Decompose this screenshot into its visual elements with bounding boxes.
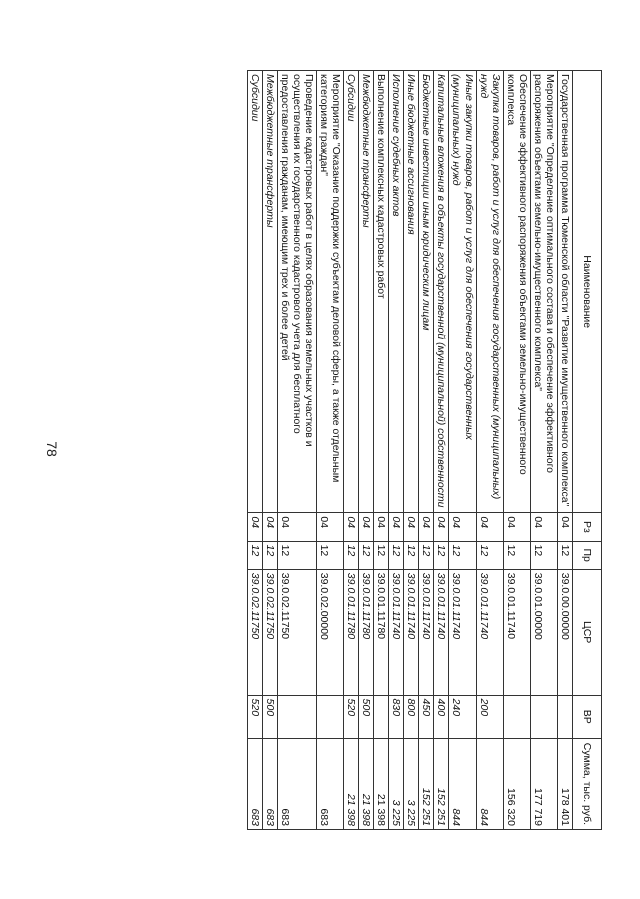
row-name-cell: Межбюджетные трансферты — [262, 71, 277, 513]
table-row — [316, 71, 343, 830]
row-sum-cell: 3 225 — [389, 738, 404, 829]
row-sum-cell: 844 — [449, 738, 476, 829]
row-name-cell: Субсидии — [344, 71, 359, 513]
row-vr-cell — [503, 695, 530, 738]
row-sum-cell: 683 — [247, 738, 262, 829]
row-csr-cell: 39.0.02.00000 — [316, 569, 343, 695]
row-name-cell: Обеспечение эффективного распоряжения объектами земельно-имущественного комплекса — [503, 71, 530, 513]
row-sum-cell: 21 398 — [344, 738, 359, 829]
row-vr-cell: 450 — [419, 695, 434, 738]
row-vr-cell: 200 — [476, 695, 503, 738]
header-name: Наименование — [573, 71, 602, 513]
row-pr-cell: 12 — [389, 541, 404, 569]
row-name-cell: Мероприятие "Оказание поддержки субъектам деловой сферы, а также отдельным категориям граждан" — [316, 71, 343, 513]
row-vr-cell — [374, 695, 389, 738]
row-vr-cell: 500 — [262, 695, 277, 738]
row-sum-cell: 683 — [262, 738, 277, 829]
table-row — [503, 71, 530, 830]
row-csr-cell: 39.0.01.00000 — [530, 569, 557, 695]
row-rz-cell: 04 — [476, 513, 503, 541]
row-pr-cell: 12 — [449, 541, 476, 569]
row-sum-cell: 844 — [476, 738, 503, 829]
row-rz-cell: 04 — [389, 513, 404, 541]
table-row — [389, 71, 404, 830]
row-csr-cell: 39.0.02.11750 — [277, 569, 316, 695]
row-rz-cell: 04 — [404, 513, 419, 541]
row-rz-cell: 04 — [316, 513, 343, 541]
row-name-cell: Капитальные вложения в объекты государственной (муниципальной) собственности — [434, 71, 449, 513]
row-sum-cell: 21 398 — [374, 738, 389, 829]
row-vr-cell — [277, 695, 316, 738]
row-vr-cell — [557, 695, 572, 738]
row-pr-cell: 12 — [434, 541, 449, 569]
row-vr-cell: 520 — [344, 695, 359, 738]
row-sum-cell: 683 — [277, 738, 316, 829]
header-rz: Рз — [573, 513, 602, 541]
row-rz-cell: 04 — [530, 513, 557, 541]
row-vr-cell — [530, 695, 557, 738]
row-pr-cell: 12 — [277, 541, 316, 569]
row-csr-cell: 39.0.00.00000 — [557, 569, 572, 695]
row-name-cell: Государственная программа Тюменской области "Развитие имущественного комплекса" — [557, 71, 572, 513]
row-rz-cell: 04 — [503, 513, 530, 541]
row-csr-cell: 39.0.01.11740 — [503, 569, 530, 695]
row-pr-cell: 12 — [262, 541, 277, 569]
row-name-cell: Мероприятие "Определение оптимального состава и обеспечение эффективного распоряжения объектами земельно-имущественного комплекса" — [530, 71, 557, 513]
row-pr-cell: 12 — [557, 541, 572, 569]
row-sum-cell: 178 401 — [557, 738, 572, 829]
header-csr: ЦСР — [573, 569, 602, 695]
row-vr-cell: 520 — [247, 695, 262, 738]
row-rz-cell: 04 — [374, 513, 389, 541]
table-row — [359, 71, 374, 830]
row-sum-cell: 152 251 — [419, 738, 434, 829]
row-csr-cell: 39.0.01.11780 — [344, 569, 359, 695]
table-body — [247, 71, 572, 830]
row-name-cell: Иные закупки товаров, работ и услуг для обеспечения государственных (муниципальных) нужд — [449, 71, 476, 513]
table-row — [557, 71, 572, 830]
row-rz-cell: 04 — [557, 513, 572, 541]
table-row — [449, 71, 476, 830]
row-pr-cell: 12 — [374, 541, 389, 569]
row-name-cell: Закупка товаров, работ и услуг для обеспечения государственных (муниципальных) нужд — [476, 71, 503, 513]
header-pr: Пр — [573, 541, 602, 569]
table-row — [277, 71, 316, 830]
table-row — [419, 71, 434, 830]
table-row — [476, 71, 503, 830]
row-rz-cell: 04 — [449, 513, 476, 541]
header-sum: Сумма, тыс. руб. — [573, 738, 602, 829]
row-pr-cell: 12 — [344, 541, 359, 569]
page-number: 78 — [44, 441, 60, 457]
table-row — [344, 71, 359, 830]
row-rz-cell: 04 — [419, 513, 434, 541]
row-pr-cell: 12 — [419, 541, 434, 569]
table-row — [374, 71, 389, 830]
row-vr-cell — [316, 695, 343, 738]
row-csr-cell: 39.0.01.11780 — [374, 569, 389, 695]
row-csr-cell: 39.0.02.11750 — [247, 569, 262, 695]
row-pr-cell: 12 — [247, 541, 262, 569]
row-name-cell: Проведение кадастровых работ в целях образования земельных участков и осуществления их государственного кадастрового учета для бесплатного предоставления гражданам, имеющим трех и более детей — [277, 71, 316, 513]
row-name-cell: Исполнение судебных актов — [389, 71, 404, 513]
row-name-cell: Иные бюджетные ассигнования — [404, 71, 419, 513]
row-csr-cell: 39.0.01.11740 — [449, 569, 476, 695]
table-header-row — [573, 71, 602, 830]
row-name-cell: Субсидии — [247, 71, 262, 513]
header-vr: ВР — [573, 695, 602, 738]
row-csr-cell: 39.0.01.11740 — [476, 569, 503, 695]
row-pr-cell: 12 — [476, 541, 503, 569]
row-vr-cell: 500 — [359, 695, 374, 738]
table-row — [530, 71, 557, 830]
row-vr-cell: 830 — [389, 695, 404, 738]
row-rz-cell: 04 — [262, 513, 277, 541]
row-vr-cell: 400 — [434, 695, 449, 738]
row-csr-cell: 39.0.01.11740 — [419, 569, 434, 695]
row-csr-cell: 39.0.01.11780 — [359, 569, 374, 695]
row-rz-cell: 04 — [359, 513, 374, 541]
row-sum-cell: 156 320 — [503, 738, 530, 829]
row-pr-cell: 12 — [503, 541, 530, 569]
row-csr-cell: 39.0.02.11750 — [262, 569, 277, 695]
row-rz-cell: 04 — [277, 513, 316, 541]
row-sum-cell: 683 — [316, 738, 343, 829]
row-vr-cell: 240 — [449, 695, 476, 738]
row-csr-cell: 39.0.01.11740 — [404, 569, 419, 695]
row-csr-cell: 39.0.01.11740 — [389, 569, 404, 695]
row-vr-cell: 800 — [404, 695, 419, 738]
budget-table — [247, 70, 602, 830]
row-sum-cell: 3 225 — [404, 738, 419, 829]
row-pr-cell: 12 — [530, 541, 557, 569]
rotated-table-wrapper — [247, 70, 602, 830]
row-sum-cell: 21 398 — [359, 738, 374, 829]
row-csr-cell: 39.0.01.11740 — [434, 569, 449, 695]
row-rz-cell: 04 — [344, 513, 359, 541]
row-rz-cell: 04 — [247, 513, 262, 541]
row-name-cell: Бюджетные инвестиции иным юридическим лицам — [419, 71, 434, 513]
table-row — [404, 71, 419, 830]
table-row — [247, 71, 262, 830]
row-sum-cell: 177 719 — [530, 738, 557, 829]
row-rz-cell: 04 — [434, 513, 449, 541]
row-sum-cell: 152 251 — [434, 738, 449, 829]
row-pr-cell: 12 — [404, 541, 419, 569]
table-row — [434, 71, 449, 830]
table-row — [262, 71, 277, 830]
row-pr-cell: 12 — [316, 541, 343, 569]
row-name-cell: Выполнение комплексных кадастровых работ — [374, 71, 389, 513]
row-name-cell: Межбюджетные трансферты — [359, 71, 374, 513]
row-pr-cell: 12 — [359, 541, 374, 569]
